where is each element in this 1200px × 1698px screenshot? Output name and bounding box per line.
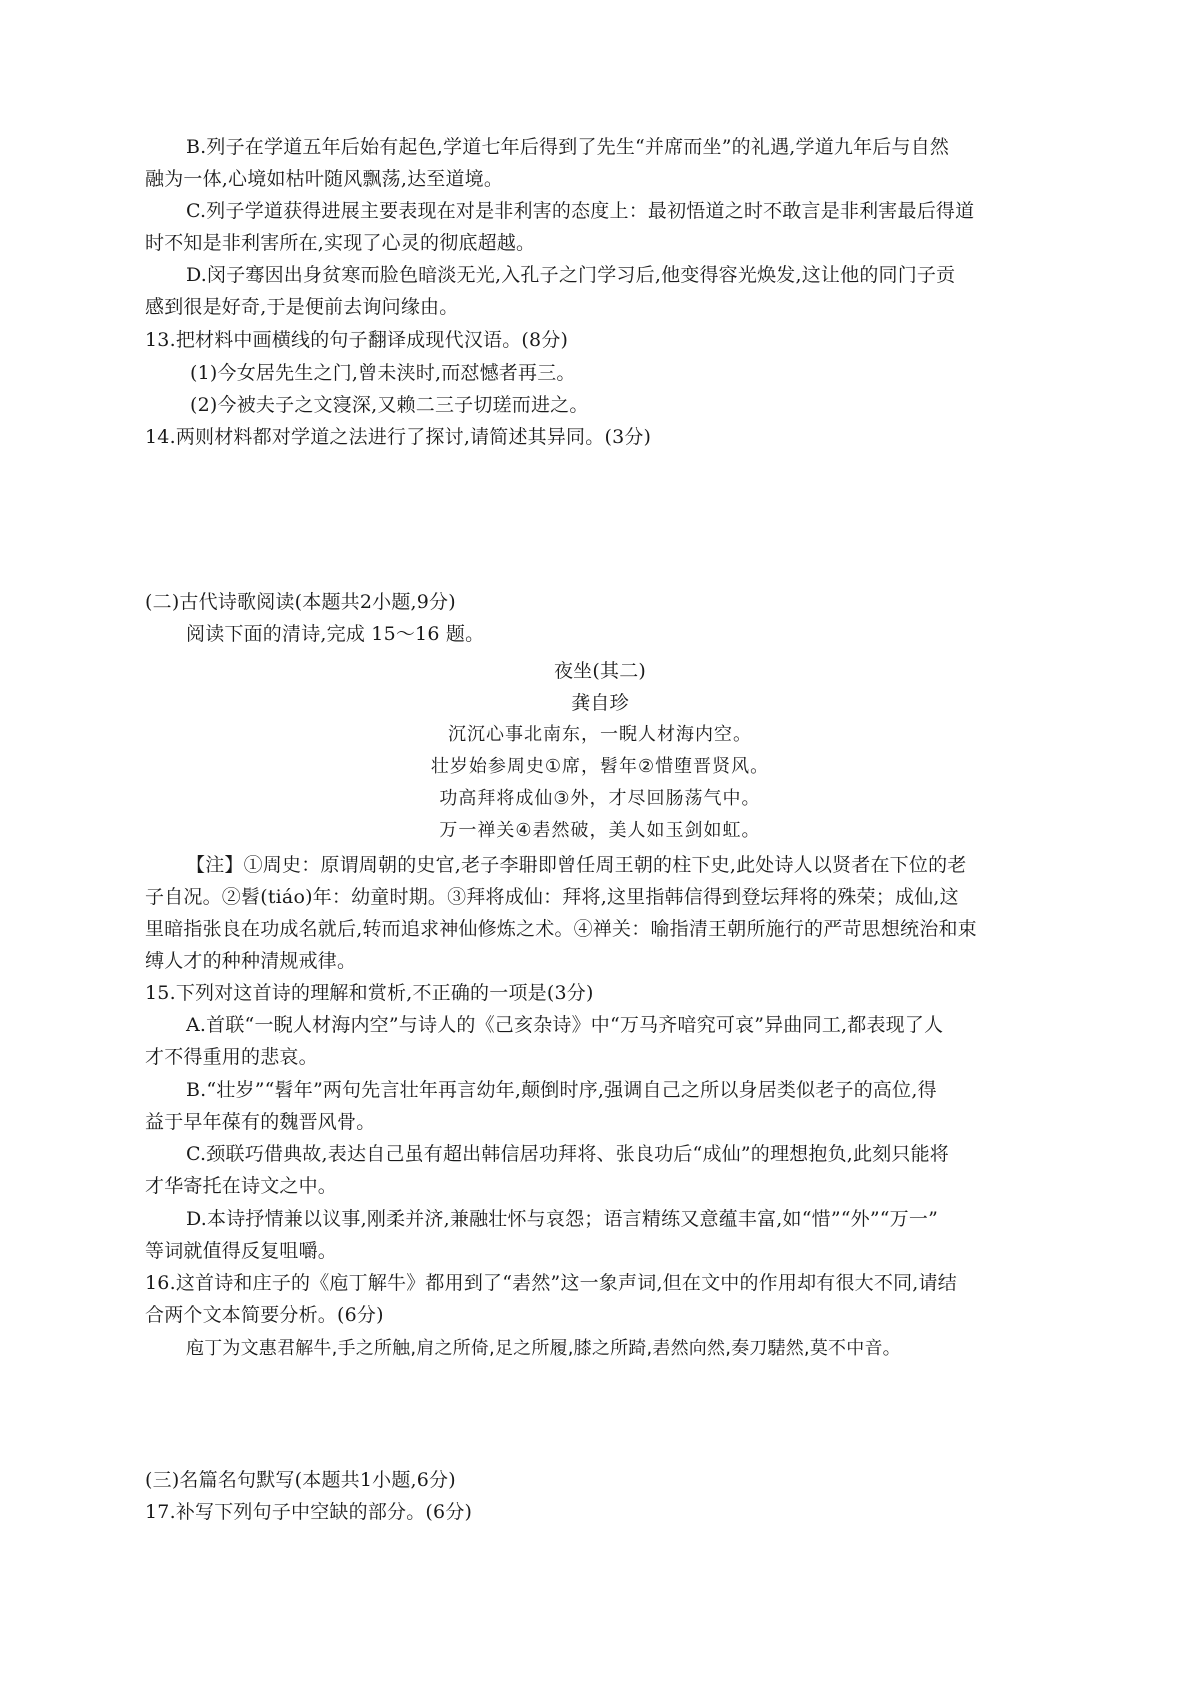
poem-line-2: 壮岁始参周史①席，髫年②惜堕晋贤风。 <box>430 756 770 777</box>
q13-sentence-1: (1)今女居先生之门,曾未浃时,而怼憾者再三。 <box>190 362 576 384</box>
q15-option-a-line1: A.首联“一睨人材海内空”与诗人的《己亥杂诗》中“万马齐喑究可哀”异曲同工,都表现了人 <box>186 1014 944 1036</box>
poem-line-1: 沉沉心事北南东，一睨人材海内空。 <box>448 724 752 745</box>
q17-stem: 17.补写下列句子中空缺的部分。(6分) <box>145 1501 473 1523</box>
q13-stem: 13.把材料中画横线的句子翻译成现代汉语。(8分) <box>145 329 569 351</box>
poem-line-3: 功高拜将成仙③外，才尽回肠荡气中。 <box>439 788 761 809</box>
section-2-intro: 阅读下面的清诗,完成 15～16 题。 <box>186 623 485 645</box>
poem-note-line-3: 里暗指张良在功成名就后,转而追求神仙修炼之术。④禅关：喻指清王朝所施行的严苛思想统治和束 <box>145 918 977 940</box>
poem-note-line-2: 子自况。②髫(tiáo)年：幼童时期。③拜将成仙：拜将,这里指韩信得到登坛拜将的殊荣；成仙,这 <box>145 886 959 908</box>
q12-option-b-line2: 融为一体,心境如枯叶随风飘荡,达至道境。 <box>145 168 504 190</box>
q12-option-b-line1: B.列子在学道五年后始有起色,学道七年后得到了先生“并席而坐”的礼遇,学道九年后与自然 <box>186 136 950 158</box>
poem-line-4: 万一禅关④砉然破，美人如玉剑如虹。 <box>439 820 761 841</box>
poem-note-line-4: 缚人才的种种清规戒律。 <box>145 950 357 972</box>
q15-option-b-line1: B.“壮岁”“髫年”两句先言壮年再言幼年,颠倒时序,强调自己之所以身居类似老子的高位,得 <box>186 1079 937 1101</box>
poem-title: 夜坐(其二) <box>553 660 647 682</box>
q16-quote: 庖丁为文惠君解牛,手之所触,肩之所倚,足之所履,膝之所踦,砉然向然,奏刀騞然,莫不中音。 <box>186 1338 901 1359</box>
q12-option-d-line1: D.闵子骞因出身贫寒而脸色暗淡无光,入孔子之门学习后,他变得容光焕发,这让他的同门子贡 <box>186 264 956 286</box>
section-3-heading: (三)名篇名句默写(本题共1小题,6分) <box>145 1469 456 1491</box>
q12-option-c-line2: 时不知是非利害所在,实现了心灵的彻底超越。 <box>145 232 536 254</box>
section-2-heading: (二)古代诗歌阅读(本题共2小题,9分) <box>145 591 456 613</box>
q15-stem: 15.下列对这首诗的理解和赏析,不正确的一项是(3分) <box>145 982 594 1004</box>
q15-option-b-line2: 益于早年葆有的魏晋风骨。 <box>145 1111 376 1133</box>
poem-note-line-1: 【注】①周史：原谓周朝的史官,老子李耼即曾任周王朝的柱下史,此处诗人以贤者在下位的老 <box>186 854 967 876</box>
q12-option-d-line2: 感到很是好奇,于是便前去询问缘由。 <box>145 296 459 318</box>
q15-option-d-line2: 等词就值得反复咀嚼。 <box>145 1240 338 1262</box>
q12-option-c-line1: C.列子学道获得进展主要表现在对是非利害的态度上：最初悟道之时不敢言是非利害最后得道 <box>186 200 975 222</box>
q13-sentence-2: (2)今被夫子之文寖深,又赖二三子切瑳而进之。 <box>190 394 589 416</box>
q15-option-c-line1: C.颈联巧借典故,表达自己虽有超出韩信居功拜将、张良功后“成仙”的理想抱负,此刻只能将 <box>186 1143 950 1165</box>
q16-stem-line1: 16.这首诗和庄子的《庖丁解牛》都用到了“砉然”这一象声词,但在文中的作用却有很大不同,请结 <box>145 1272 957 1294</box>
q16-stem-line2: 合两个文本简要分析。(6分) <box>145 1304 384 1326</box>
q15-option-d-line1: D.本诗抒情兼以议事,刚柔并济,兼融壮怀与哀怨；语言精练又意蕴丰富,如“惜”“外”“万一” <box>186 1208 938 1230</box>
q14-stem: 14.两则材料都对学道之法进行了探讨,请简述其异同。(3分) <box>145 426 652 448</box>
poem-author: 龚自珍 <box>571 692 629 714</box>
q15-option-c-line2: 才华寄托在诗文之中。 <box>145 1175 338 1197</box>
q15-option-a-line2: 才不得重用的悲哀。 <box>145 1046 318 1068</box>
